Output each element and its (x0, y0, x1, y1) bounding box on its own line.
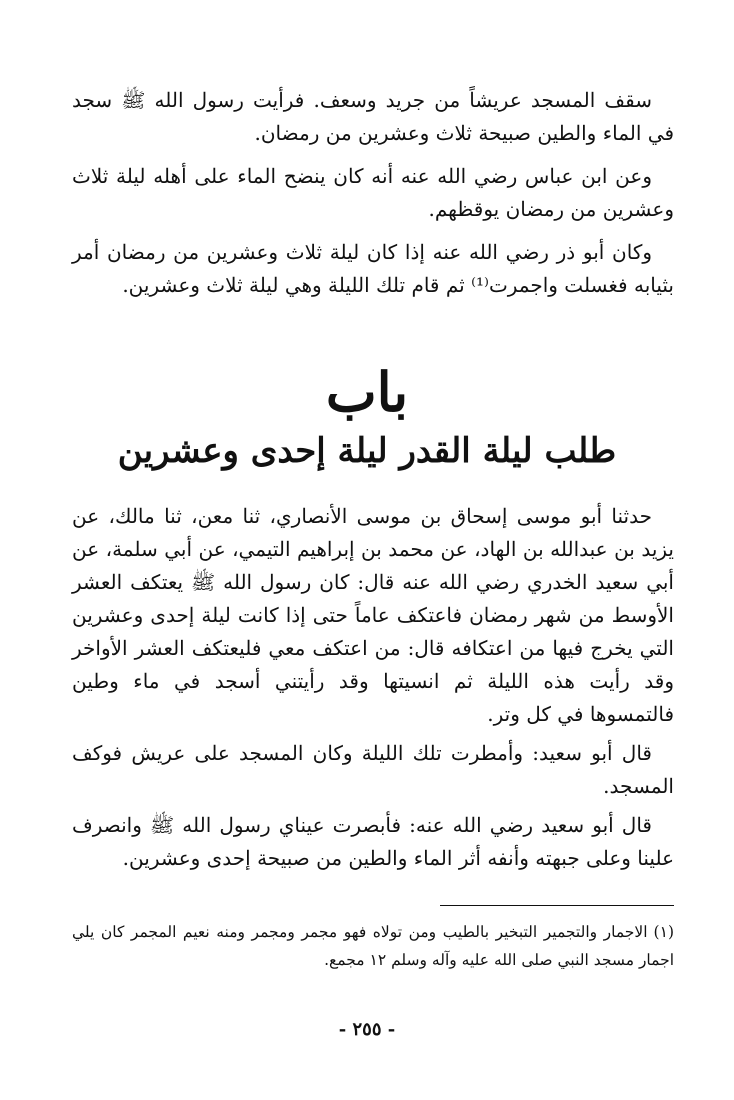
page-number: - ٢٥٥ - (338, 1019, 396, 1040)
paragraph: وعن ابن عباس رضي الله عنه أنه كان ينضح الماء على أهله ليلة ثلاث وعشرين من رمضان يوقظهم. (72, 164, 674, 221)
footnote-number: (١) (653, 923, 674, 941)
footnote (72, 918, 674, 974)
paragraph: وكان أبو ذر رضي الله عنه إذا كان ليلة ثلاث وعشرين من رمضان أمر بثيابه فغسلت واجمرت⁽¹⁾ ثم قام تلك الليلة وهي ليلة ثلاث وعشرين. (72, 240, 674, 297)
paragraph: قال أبو سعيد: وأمطرت تلك الليلة وكان المسجد على عريش فوكف المسجد. (72, 741, 674, 798)
chapter-title: طلب ليلة القدر ليلة إحدى وعشرين (117, 431, 617, 471)
paragraph: قال أبو سعيد رضي الله عنه: فأبصرت عيناي رسول الله ﷺ وانصرف علينا وعلى جبهته وأنفه أثر الماء والطين من صبيحة إحدى وعشرين. (72, 813, 674, 870)
footnote-divider (440, 905, 674, 906)
chapter-heading-bab: باب (325, 360, 409, 424)
chapter-body (72, 500, 674, 875)
footnote-text: الاجمار والتجمير التبخير بالطيب ومن تولاه فهو مجمر ومجمر ومنه نعيم المجمر كان يلي اجمار مسجد النبي صلى الله عليه وآله وسلم ١٢ مجمع. (72, 923, 674, 969)
opening-text (72, 84, 674, 302)
paragraph: حدثنا أبو موسى إسحاق بن موسى الأنصاري، ثنا معن، ثنا مالك، عن يزيد بن عبدالله بن الهاد، عن محمد بن إبراهيم التيمي، عن أبي سلمة، عن أبي سعيد الخدري رضي الله عنه قال: كان رسول الله ﷺ يعتكف العشر الأوسط من شهر رمضان فاعتكف عاماً حتى إذا كانت ليلة إحدى وعشرين التي يخرج فيها من اعتكافه قال: من اعتكف معي فليعتكف العشر الأواخر وقد رأيت هذه الليلة ثم انسيتها وقد رأيتني أسجد في ماء وطين فالتمسوها في كل وتر. (72, 504, 674, 726)
paragraph: سقف المسجد عريشاً من جريد وسعف. فرأيت رسول الله ﷺ سجد في الماء والطين صبيحة ثلاث وعشرين من رمضان. (72, 88, 674, 145)
